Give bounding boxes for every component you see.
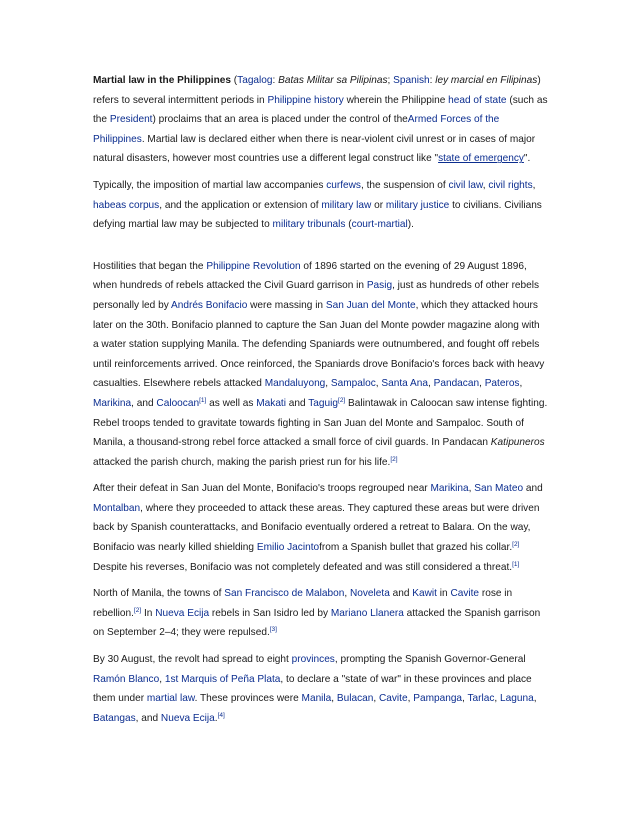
katipuneros-term: Katipuneros <box>490 437 545 449</box>
text: ( <box>345 219 352 231</box>
text: , and <box>131 397 157 409</box>
citation-link[interactable]: [2] <box>390 455 398 463</box>
text: . These provinces were <box>194 693 302 705</box>
citation-link[interactable]: [1] <box>512 560 520 568</box>
link-san-juan-del-monte[interactable]: San Juan del Monte <box>325 299 416 311</box>
text: ; <box>387 75 394 86</box>
link-batangas[interactable]: Batangas <box>93 712 136 724</box>
text: attacked the parish church, making the parish priest run for his life. <box>93 456 391 468</box>
link-pateros[interactable]: Pateros <box>484 378 520 390</box>
tagalog-term: Batas Militar sa Pilipinas <box>278 75 388 86</box>
citation-link[interactable]: [4] <box>217 711 225 719</box>
link-noveleta[interactable]: Noveleta <box>349 588 390 600</box>
text: In <box>141 607 156 619</box>
link-military-law[interactable]: military law <box>321 199 372 211</box>
spanish-term: ley marcial en Filipinas <box>435 75 538 86</box>
text: to civilians. Civilians defying martial law may be subjected to <box>93 199 542 231</box>
text: , <box>373 693 379 705</box>
link-armed-forces[interactable]: Armed Forces of the Philippines <box>93 114 500 145</box>
link-military-justice[interactable]: military justice <box>385 199 450 211</box>
text: By 30 August, the revolt had spread to eight <box>93 654 292 666</box>
link-san-francisco-de-malabon[interactable]: San Francisco de Malabon <box>224 588 345 600</box>
link-state-of-emergency[interactable]: state of emergency <box>438 153 524 165</box>
text: wherein the Philippine <box>343 94 449 106</box>
link-montalban[interactable]: Montalban <box>93 502 141 514</box>
text: , and the application or extension of <box>159 199 322 211</box>
link-bulacan[interactable]: Bulacan <box>336 693 374 705</box>
text: rebels in San Isidro led by <box>209 607 331 619</box>
text: , where they proceeded to attack these areas. They captured these areas but were driven back by Spanish counterattacks, and Bonifacio eventually ordered a retreat to Balara. On the way, Bonifacio was nearly killed shielding <box>93 502 540 554</box>
link-spanish[interactable]: Spanish <box>393 75 430 86</box>
paragraph-intro <box>93 71 548 169</box>
citation-link[interactable]: [3] <box>269 626 277 634</box>
text: as well as <box>206 397 257 409</box>
link-habeas-corpus[interactable]: habeas corpus <box>93 199 160 211</box>
link-head-of-state[interactable]: head of state <box>448 94 507 106</box>
text: Hostilities that began the <box>93 260 207 272</box>
link-court-martial[interactable]: court-martial <box>351 219 408 231</box>
text: : <box>429 75 436 86</box>
text: , the suspension of <box>360 179 449 191</box>
citation-link[interactable]: [1] <box>199 396 207 404</box>
link-marikina[interactable]: Marikina <box>93 397 132 409</box>
link-pasig[interactable]: Pasig <box>366 280 393 292</box>
link-philippine-revolution[interactable]: Philippine Revolution <box>206 260 301 272</box>
link-nueva-ecija[interactable]: Nueva Ecija <box>155 607 210 619</box>
link-sampaloc[interactable]: Sampaloc <box>330 378 376 390</box>
link-tarlac[interactable]: Tarlac <box>467 693 495 705</box>
link-laguna[interactable]: Laguna <box>500 693 534 705</box>
text: . <box>214 712 218 724</box>
text: , which they attacked hours later on the 30th. Bonifacio planned to capture the San Juan del Monte powder magazine along with a water station supplying Manila. The defending Spaniards were outnumbered, and fought off rebels until reinforcements arrived. Once reinforced, the Spaniards drove Bonifacio's forces back with heavy casualties. Elsewhere rebels attacked <box>93 299 545 390</box>
text: , <box>325 378 331 390</box>
text: Despite his reverses, Bonifacio was not completely defeated and was still considered a threat. <box>93 561 513 573</box>
text: Balintawak in Caloocan saw intense fighting. Rebel troops tended to gravitate towards fighting in San Juan del Monte and Sampaloc. South of Manila, a thousand-strong rebel force attacked a small force of civil guards. In Pandacan <box>93 397 548 449</box>
text: or <box>371 199 386 211</box>
link-tagalog[interactable]: Tagalog <box>237 75 273 86</box>
text: , <box>519 378 523 390</box>
text: , <box>479 378 485 390</box>
text: and <box>389 588 413 600</box>
link-nueva-ecija[interactable]: Nueva Ecija <box>160 712 215 724</box>
text: , <box>532 179 536 191</box>
link-mandaluyong[interactable]: Mandaluyong <box>264 378 326 390</box>
link-taguig[interactable]: Taguig <box>308 397 339 409</box>
text: (such as the <box>93 94 548 126</box>
text: , <box>482 179 489 191</box>
text: in <box>436 588 451 600</box>
link-philippine-history[interactable]: Philippine history <box>267 94 344 106</box>
text: , to declare a "state of war" in these provinces and place them under <box>93 673 532 705</box>
link-cavite[interactable]: Cavite <box>450 588 480 600</box>
text: , and <box>135 712 161 724</box>
text: , <box>462 693 468 705</box>
link-mariano-llanera[interactable]: Mariano Llanera <box>330 607 404 619</box>
citation-link[interactable]: [2] <box>512 541 520 549</box>
link-ramon-blanco[interactable]: Ramón Blanco <box>93 673 160 685</box>
link-santa-ana[interactable]: Santa Ana <box>381 378 428 390</box>
text: After their defeat in San Juan del Monte, Bonifacio's troops regrouped near <box>93 483 431 495</box>
link-andres-bonifacio[interactable]: Andrés Bonifacio <box>171 299 248 311</box>
link-curfews[interactable]: curfews <box>326 179 361 191</box>
link-caloocan[interactable]: Caloocan <box>156 397 200 409</box>
link-military-tribunals[interactable]: military tribunals <box>272 219 346 231</box>
text: , <box>331 693 337 705</box>
text: from a Spanish bullet that grazed his collar. <box>319 542 513 554</box>
link-civil-rights[interactable]: civil rights <box>488 179 533 191</box>
article-title: Martial law in the Philippines <box>93 75 231 86</box>
text: ) proclaims that an area is placed under the control of the <box>152 114 408 126</box>
link-president[interactable]: President <box>109 114 153 126</box>
text: and <box>285 397 309 409</box>
text: North of Manila, the towns of <box>93 588 225 600</box>
text: , <box>159 673 165 685</box>
text: , <box>468 483 475 495</box>
text: ) refers to several intermittent periods in <box>93 75 541 106</box>
link-cavite[interactable]: Cavite <box>378 693 408 705</box>
text: , prompting the Spanish Governor-General <box>334 654 526 666</box>
text: , <box>533 693 537 705</box>
paragraph-typical <box>93 176 548 235</box>
link-makati[interactable]: Makati <box>256 397 286 409</box>
text: , <box>407 693 414 705</box>
text: , just as hundreds of other rebels personally led by <box>93 280 540 311</box>
text: : <box>272 75 279 86</box>
text: Typically, the imposition of martial law accompanies <box>93 179 327 191</box>
paragraph-revolt-spread <box>93 650 548 728</box>
text: ). <box>407 219 414 231</box>
text: ( <box>230 75 238 86</box>
link-emilio-jacinto[interactable]: Emilio Jacinto <box>256 542 320 554</box>
text: and <box>523 483 543 495</box>
paragraph-defeat <box>93 479 548 577</box>
link-kawit[interactable]: Kawit <box>412 588 437 600</box>
text: . Martial law is declared either when there is near-violent civil unrest or in cases of major natural disasters, however most countries use a different legal construct like " <box>93 133 536 165</box>
text: attacked the Spanish garrison on September 2–4; they were repulsed. <box>93 607 541 639</box>
link-pandacan[interactable]: Pandacan <box>433 378 480 390</box>
link-marikina[interactable]: Marikina <box>430 483 469 495</box>
link-manila[interactable]: Manila <box>301 693 332 705</box>
text: ". <box>523 153 531 165</box>
link-civil-law[interactable]: civil law <box>448 179 483 191</box>
citation-link[interactable]: [2] <box>338 396 346 404</box>
text: , <box>344 588 350 600</box>
link-provinces[interactable]: provinces <box>291 654 335 666</box>
text: , <box>494 693 501 705</box>
text: , <box>375 378 382 390</box>
text: were massing in <box>247 299 326 311</box>
text: of 1896 started on the evening of 29 August 1896, when hundreds of rebels attacked the Civil Guard garrison in <box>93 260 527 292</box>
citation-link[interactable]: [2] <box>133 606 142 614</box>
link-marquis-of-pena-plata[interactable]: 1st Marquis of Peña Plata <box>164 673 281 685</box>
link-san-mateo[interactable]: San Mateo <box>474 483 524 495</box>
paragraph-north-manila <box>93 584 548 643</box>
link-pampanga[interactable]: Pampanga <box>413 693 463 705</box>
text: , <box>428 378 434 390</box>
link-martial-law[interactable]: martial law <box>146 693 195 705</box>
text: rose in rebellion. <box>93 588 513 619</box>
paragraph-hostilities <box>93 257 548 473</box>
